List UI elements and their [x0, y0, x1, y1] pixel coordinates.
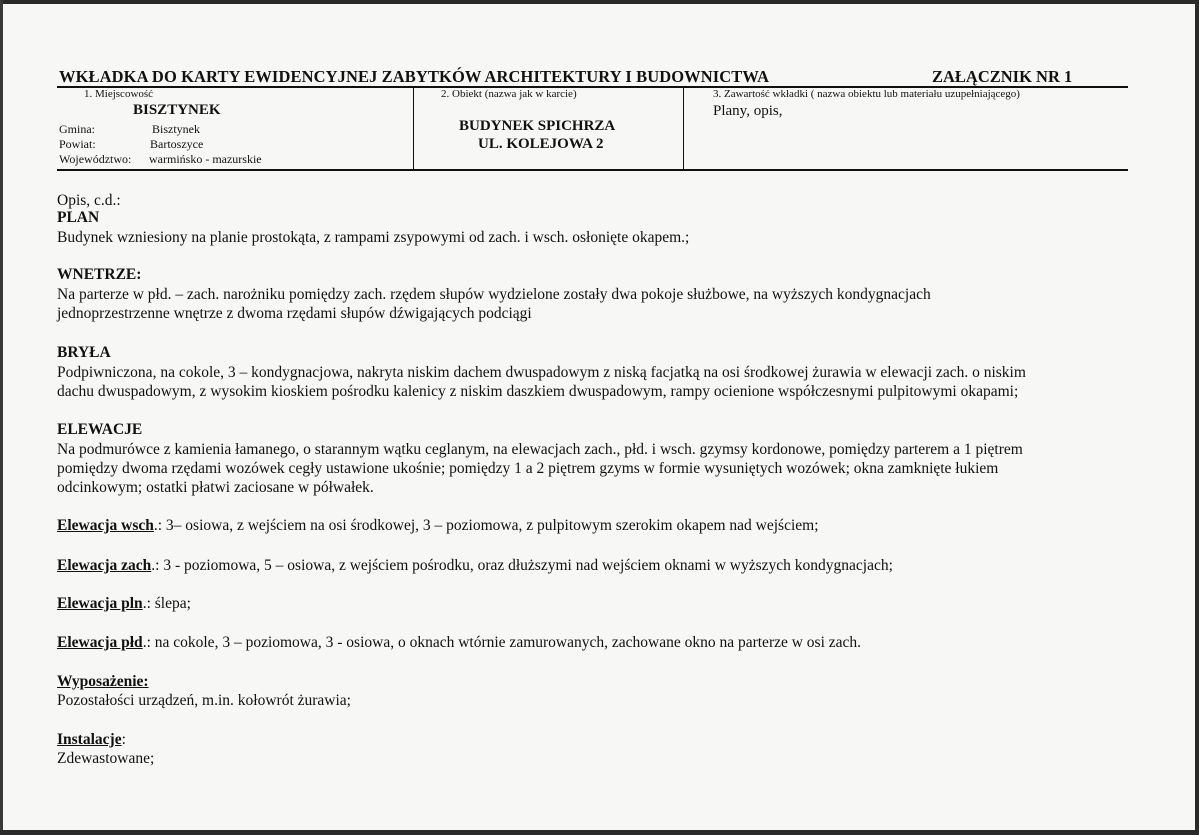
elevation-west-row — [57, 557, 893, 576]
column-divider-2 — [683, 87, 684, 169]
elevation-north-text: .: ślepa; — [142, 595, 191, 612]
elevation-north-row — [57, 595, 191, 614]
elevation-east-text: .: 3– osiowa, z wejściem na osi środkowej, 3 – poziomowa, z pulpitowym szerokim okapem nad wejściem; — [153, 517, 819, 534]
object-label: 2. Obiekt (nazwa jak w karcie) — [441, 88, 577, 100]
section-elevations-heading: ELEWACJE — [57, 421, 143, 438]
object-address: UL. KOLEJOWA 2 — [478, 136, 604, 152]
equipment-text: Pozostałości urządzeń, m.in. kołowrót żurawia; — [57, 692, 351, 709]
scan-border-right — [1195, 0, 1199, 835]
section-plan-text: Budynek wzniesiony na planie prostokąta, z rampami zsypowymi od zach. i wsch. osłonięte okapem.; — [57, 229, 690, 246]
installations-heading-suffix: : — [121, 731, 126, 748]
equipment-heading: Wyposażenie: — [57, 673, 149, 690]
section-interior-heading: WNETRZE: — [57, 266, 142, 283]
section-massing-heading: BRYŁA — [57, 344, 111, 361]
elevation-north-label: Elewacja pln — [57, 595, 143, 612]
voivodeship-value: warmińsko - mazurskie — [149, 152, 262, 166]
scan-border-bottom — [0, 830, 1199, 835]
section-interior-line-1: Na parterze w płd. – zach. narożniku pomiędzy zach. rzędem słupów wydzielone zostały dwa pokoje służbowe, na wyższych kondygnacjach — [57, 286, 931, 303]
elevation-east-label: Elewacja wsch — [57, 517, 154, 534]
elevation-west-label: Elewacja zach — [57, 557, 152, 574]
county-key: Powiat: — [59, 137, 96, 151]
object-name: BUDYNEK SPICHRZA — [459, 118, 616, 134]
equipment-heading-row — [57, 673, 149, 692]
commune-value: Bisztynek — [152, 122, 200, 136]
location-label: 1. Miejscowość — [84, 88, 154, 100]
header-bottom-rule — [57, 169, 1128, 171]
installations-heading: Instalacje — [57, 731, 122, 748]
location-value: BISZTYNEK — [133, 102, 221, 118]
document-title: WKŁADKA DO KARTY EWIDENCYJNEJ ZABYTKÓW ARCHITEKTURY I BUDOWNICTWA — [59, 67, 770, 86]
contents-value: Plany, opis, — [713, 103, 783, 119]
elevation-west-text: .: 3 - poziomowa, 5 – osiowa, z wejściem pośrodku, oraz dłuższymi nad wejściem oknami w wyższych kondygnacjach; — [151, 557, 893, 574]
section-massing-line-2: dachu dwuspadowym, z wysokim kioskiem pośrodku kalenicy z niskim daszkiem dwuspadowym, rampy ocienione współczesnymi pulpitowymi okapami; — [57, 383, 1019, 400]
section-massing-line-1: Podpiwniczona, na cokole, 3 – kondygnacjowa, nakryta niskim dachem dwuspadowym z niską facjatką na osi środkowej żurawia w elewacji zach. o niskim — [57, 364, 1026, 381]
section-plan-heading: PLAN — [57, 209, 100, 226]
section-interior-line-2: jednoprzestrzenne wnętrze z dwoma rzędami słupów dźwigających podciągi — [57, 305, 532, 322]
annex-number: ZAŁĄCZNIK NR 1 — [932, 67, 1073, 86]
description-intro: Opis, c.d.: — [57, 192, 121, 209]
contents-label: 3. Zawartość wkładki ( nazwa obiektu lub materiału uzupełniającego) — [713, 88, 1020, 100]
section-elevations-line-1: Na podmurówce z kamienia łamanego, o starannym wątku ceglanym, na elewacjach zach., płd. i wsch. gzymsy kordonowe, pomiędzy parterem a 1 piętrem — [57, 441, 1023, 458]
section-elevations-line-2: pomiędzy dwoma rzędami wozówek cegły ustawione ukośnie; pomiędzy 1 a 2 piętrem gzyms w formie wysuniętych wozówek; okna zamknięte łukiem — [57, 460, 999, 477]
installations-heading-row — [57, 731, 126, 750]
county-value: Bartoszyce — [150, 137, 204, 151]
column-divider-1 — [413, 87, 414, 169]
commune-key: Gmina: — [59, 122, 95, 136]
elevation-south-text: .: na cokole, 3 – poziomowa, 3 - osiowa, o oknach wtórnie zamurowanych, zachowane okno na parterze w osi zach. — [142, 634, 862, 651]
voivodeship-key: Województwo: — [59, 152, 132, 166]
scan-border-left — [0, 0, 3, 835]
section-elevations-line-3: odcinkowym; ostatki płatwi zaciosane w półwałek. — [57, 479, 374, 496]
elevation-east-row — [57, 517, 819, 536]
elevation-south-row — [57, 634, 861, 653]
installations-text: Zdewastowane; — [57, 750, 155, 767]
elevation-south-label: Elewacja płd — [57, 634, 143, 651]
scan-border-top — [0, 0, 1199, 4]
